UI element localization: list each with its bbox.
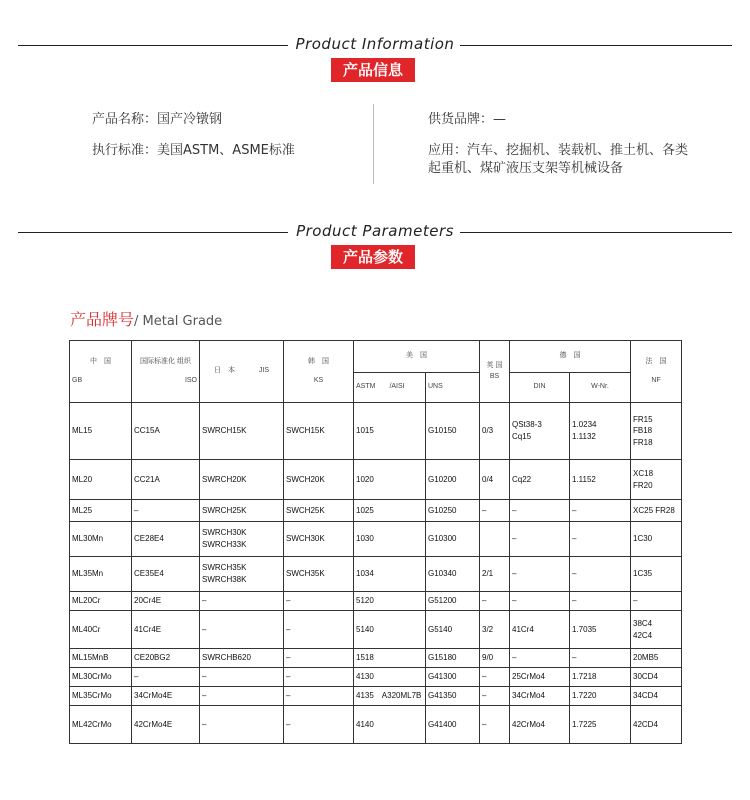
cell-astm: 1034 [354, 557, 426, 592]
cell-uns: G10200 [426, 460, 480, 500]
cell-ks: – [284, 706, 354, 744]
header-china [70, 341, 132, 403]
cell-jis: – [200, 668, 284, 687]
metal-grade-title-en: / Metal Grade [134, 314, 223, 329]
cell-wnr: 1.7218 [570, 668, 631, 687]
cell-ks: – [284, 668, 354, 687]
cell-din: – [510, 500, 570, 522]
metal-grade-title-cn: 产品牌号 [70, 310, 135, 329]
cell-ks: – [284, 649, 354, 668]
cell-wnr: 1.1152 [570, 460, 631, 500]
table-row [70, 649, 682, 668]
product-information-heading [0, 35, 750, 55]
cell-ks: SWCH25K [284, 500, 354, 522]
table-row [70, 522, 682, 557]
cell-iso: 20Cr4E [132, 592, 200, 611]
cell-jis: – [200, 706, 284, 744]
cell-din: – [510, 557, 570, 592]
cell-bs: 9/0 [480, 649, 510, 668]
info-divider [373, 104, 374, 184]
table-row [70, 403, 682, 460]
application-line-2: 起重机、煤矿液压支架等机械设备 [428, 161, 624, 176]
cell-ks: SWCH30K [284, 522, 354, 557]
header-germany: 德 国 [510, 341, 631, 373]
cell-iso: – [132, 668, 200, 687]
product-standard: 执行标准：美国ASTM、ASME标准 [92, 143, 295, 158]
header-france-label: 法 国 [645, 358, 667, 366]
cell-iso: – [132, 500, 200, 522]
cell-gb: ML25 [70, 500, 132, 522]
cell-ks: SWCH35K [284, 557, 354, 592]
cell-bs: – [480, 706, 510, 744]
cell-nf: 20MB5 [631, 649, 682, 668]
table-row [70, 592, 682, 611]
cell-ks: – [284, 611, 354, 649]
header-france [631, 341, 682, 403]
cell-jis: SWRCH15K [200, 403, 284, 460]
cell-astm: 5140 [354, 611, 426, 649]
table-row [70, 460, 682, 500]
product-name: 产品名称：国产冷镦钢 [92, 112, 223, 127]
cell-uns: G41350 [426, 687, 480, 706]
cell-gb: ML40Cr [70, 611, 132, 649]
cell-iso: CE35E4 [132, 557, 200, 592]
header-china-label: 中 国 [90, 358, 111, 366]
cell-bs: – [480, 668, 510, 687]
cell-astm: 1015 [354, 403, 426, 460]
cell-wnr: – [570, 592, 631, 611]
cell-gb: ML35CrMo [70, 687, 132, 706]
cell-ks: SWCH15K [284, 403, 354, 460]
cell-gb: ML30Mn [70, 522, 132, 557]
header-iso-cn-label: 国际标准化 组织 [140, 358, 191, 366]
cell-jis: SWRCHB620 [200, 649, 284, 668]
cell-nf: – [631, 592, 682, 611]
cell-bs: – [480, 592, 510, 611]
cell-jis: – [200, 687, 284, 706]
cell-jis: – [200, 611, 284, 649]
cell-gb: ML30CrMo [70, 668, 132, 687]
cell-jis: SWRCH30K SWRCH33K [200, 522, 284, 557]
header-japan [200, 341, 284, 403]
cell-iso: CC15A [132, 403, 200, 460]
cell-iso: CE20BG2 [132, 649, 200, 668]
header-uk-bs: 英 国 BS [480, 341, 510, 403]
header-wnr: W-Nr. [570, 373, 631, 403]
header-usa: 美 国 [354, 341, 480, 373]
cell-gb: ML20Cr [70, 592, 132, 611]
cell-din: 42CrMo4 [510, 706, 570, 744]
application-line-1: 应用：汽车、挖掘机、装载机、推土机、各类 [428, 143, 689, 158]
header-korea-label: 韩 国 [308, 358, 329, 366]
cell-uns: G51200 [426, 592, 480, 611]
cell-uns: G10250 [426, 500, 480, 522]
cell-uns: G10150 [426, 403, 480, 460]
cell-uns: G10300 [426, 522, 480, 557]
cell-astm: 5120 [354, 592, 426, 611]
header-iso-label: ISO [184, 376, 197, 384]
cell-wnr: – [570, 500, 631, 522]
cell-wnr: 1.0234 1.1132 [570, 403, 631, 460]
metal-grade-title [70, 307, 222, 330]
cell-bs: 0/4 [480, 460, 510, 500]
cell-ks: – [284, 687, 354, 706]
cell-din: – [510, 522, 570, 557]
cell-astm: 1030 [354, 522, 426, 557]
cell-iso: 41Cr4E [132, 611, 200, 649]
cell-wnr: 1.7220 [570, 687, 631, 706]
cell-gb: ML15 [70, 403, 132, 460]
cell-ks: – [284, 592, 354, 611]
cell-iso: 42CrMo4E [132, 706, 200, 744]
cell-nf: 1C30 [631, 522, 682, 557]
product-information-badge: 产品信息 [331, 58, 415, 82]
table-row [70, 611, 682, 649]
cell-nf: XC18 FR20 [631, 460, 682, 500]
cell-wnr: – [570, 649, 631, 668]
cell-din: – [510, 649, 570, 668]
cell-astm: 1020 [354, 460, 426, 500]
cell-nf: 1C35 [631, 557, 682, 592]
cell-astm: 4135 A320ML7B [354, 687, 426, 706]
table-row [70, 687, 682, 706]
cell-jis: – [200, 592, 284, 611]
cell-wnr: 1.7225 [570, 706, 631, 744]
cell-jis: SWRCH35K SWRCH38K [200, 557, 284, 592]
cell-iso: 34CrMo4E [132, 687, 200, 706]
cell-nf: 38C4 42C4 [631, 611, 682, 649]
cell-astm: 1025 [354, 500, 426, 522]
table-header-row-1 [70, 341, 682, 373]
cell-bs [480, 522, 510, 557]
cell-jis: SWRCH25K [200, 500, 284, 522]
table-row [70, 706, 682, 744]
header-jis-label: JIS [258, 367, 270, 375]
cell-astm: 4130 [354, 668, 426, 687]
cell-uns: G5140 [426, 611, 480, 649]
cell-bs: – [480, 687, 510, 706]
cell-uns: G10340 [426, 557, 480, 592]
cell-nf: 34CD4 [631, 687, 682, 706]
heading-en-text: Product Information [292, 35, 459, 53]
cell-ks: SWCH20K [284, 460, 354, 500]
cell-wnr: – [570, 557, 631, 592]
cell-bs: 0/3 [480, 403, 510, 460]
product-parameters-heading [0, 222, 750, 242]
cell-din: 41Cr4 [510, 611, 570, 649]
cell-din: 25CrMo4 [510, 668, 570, 687]
cell-nf: 42CD4 [631, 706, 682, 744]
cell-astm: 4140 [354, 706, 426, 744]
cell-astm: 1518 [354, 649, 426, 668]
cell-uns: G41400 [426, 706, 480, 744]
cell-bs: – [480, 500, 510, 522]
header-gb-label: GB [72, 376, 83, 384]
header-ks-label: KS [313, 376, 324, 384]
cell-din: 34CrMo4 [510, 687, 570, 706]
heading-en-text: Product Parameters [292, 222, 458, 240]
header-iso [132, 341, 200, 403]
cell-gb: ML42CrMo [70, 706, 132, 744]
cell-din: Cq22 [510, 460, 570, 500]
cell-wnr: – [570, 522, 631, 557]
header-korea [284, 341, 354, 403]
cell-bs: 3/2 [480, 611, 510, 649]
header-japan-label: 日 本 [213, 367, 235, 375]
cell-nf: XC25 FR28 [631, 500, 682, 522]
table-row [70, 557, 682, 592]
supply-brand: 供货品牌：— [428, 112, 507, 127]
table-row [70, 668, 682, 687]
cell-gb: ML35Mn [70, 557, 132, 592]
header-astm: ASTM /AISI [354, 373, 426, 403]
cell-gb: ML15MnB [70, 649, 132, 668]
cell-din: QSt38-3 Cq15 [510, 403, 570, 460]
metal-grade-table [69, 340, 682, 744]
cell-jis: SWRCH20K [200, 460, 284, 500]
cell-iso: CC21A [132, 460, 200, 500]
cell-bs: 2/1 [480, 557, 510, 592]
cell-uns: G15180 [426, 649, 480, 668]
table-row [70, 500, 682, 522]
cell-gb: ML20 [70, 460, 132, 500]
header-din: DIN [510, 373, 570, 403]
header-nf-label: NF [651, 376, 661, 384]
cell-wnr: 1.7035 [570, 611, 631, 649]
product-parameters-badge: 产品参数 [331, 245, 415, 269]
cell-nf: 30CD4 [631, 668, 682, 687]
cell-din: – [510, 592, 570, 611]
header-uns: UNS [426, 373, 480, 403]
cell-iso: CE28E4 [132, 522, 200, 557]
cell-uns: G41300 [426, 668, 480, 687]
cell-nf: FR15 FB18 FR18 [631, 403, 682, 460]
